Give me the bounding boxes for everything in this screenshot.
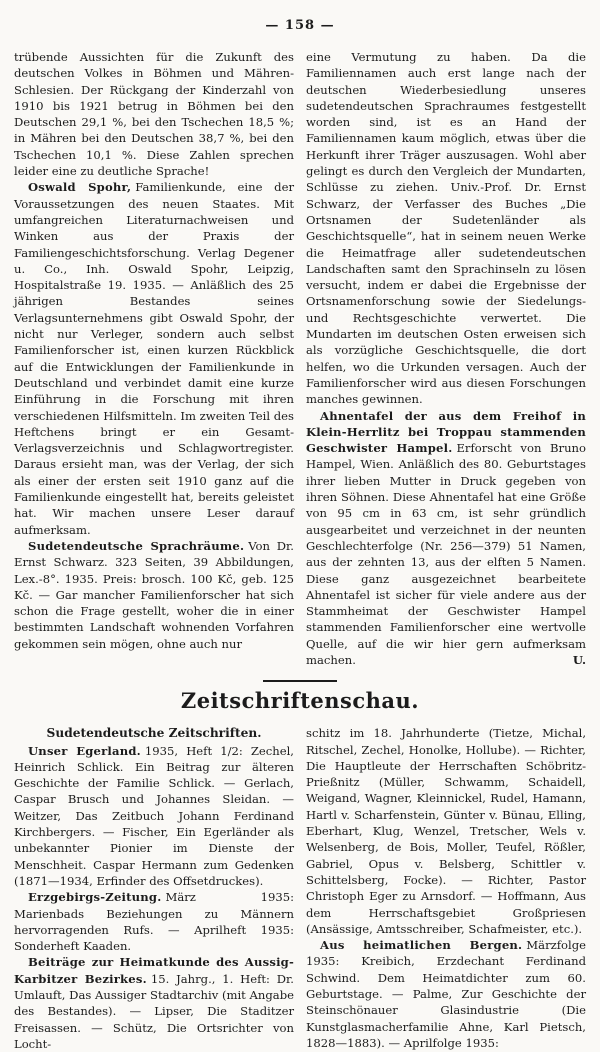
review-right-column	[306, 725, 586, 1052]
paragraph-text: Märzfolge 1935: Kreibich, Erzdechant Ferdinand Schwind. Dem Heimatdichter zum 60. Geburtstage. — Palme, Zur Geschichte der Steinschönauer Glasindustrie (Die Kunstglasmacherfamilie Ahne, Karl Pietsch, 1828—1883). — Aprilfolge 1935:	[306, 938, 586, 1050]
paragraph	[14, 954, 294, 1052]
paragraph	[306, 49, 586, 408]
page-number: — 158 —	[265, 18, 335, 33]
paragraph-text: 1935, Heft 1/2: Zechel, Heinrich Schlick. Ein Beitrag zur älteren Geschichte der Familie Schlick. — Gerlach, Caspar Brusch und Johannes Sleidan. — Weitzer, Das Zeitbuch Johann Ferdinand Kirchbergers. — Fischer, Ein Egerländer als unbekannter Pionier im Dienste der Menschheit. Caspar Hermann zum Gedenken (1871—1934, Erfinder des Offsetdruckes).	[14, 743, 294, 888]
review-left-column	[14, 725, 294, 1052]
paragraph	[14, 889, 294, 954]
paragraph-text: Von Dr. Ernst Schwarz. 323 Seiten, 39 Abbildungen, Lex.-8°. 1935. Preis: brosch. 100 Kč, geb. 125 Kč. — Gar mancher Familienforscher hat sich schon die Frage gestellt, woher die in einer bestimmten Landschaft wohnenden Vorfahren gekommen sein mögen, ohne auch nur	[14, 538, 294, 651]
paragraph	[14, 49, 294, 179]
paragraph	[306, 937, 586, 1051]
paragraph	[14, 179, 294, 538]
journal-title: Aus heimatlichen Bergen.	[320, 938, 523, 953]
paragraph-text: Familienkunde, eine der Voraussetzungen des neuen Staates. Mit umfangreichen Literaturnachweisen und Winken aus der Praxis der Familiengeschichtsforschung. Verlag Degener u. Co., Inh. Oswald Spohr, Leipzig, Hospitalstraße 19. 1935. — Anläßlich des 25 jährigen Bestandes seines Verlagsunternehmens gibt Oswald Spohr, der nicht nur Verleger, sondern auch selbst Familienforscher ist, einen kurzen Rückblick auf die Entwicklungen der Familienkunde in Deutschland und verbindet damit eine kurze Einführung in die Forschung mit ihren verschiedenen Hilfsmitteln. Im zweiten Teil des Heftchens bringt er ein Gesamt-Verlagsverzeichnis und Schlagwortregister. Daraus ersieht man, was der Verlag, der sich als einer der ersten seit 1910 ganz auf die Familienkunde eingestellt hat, bereits geleistet hat. Wir machen unsere Leser darauf aufmerksam.	[14, 180, 294, 537]
paragraph	[14, 538, 294, 652]
paragraph-text: eine Vermutung zu haben. Da die Familiennamen auch erst lange nach der deutschen Wiederbesiedlung unseres sudetendeutschen Sprachraumes festgestellt worden sind, ist es an Hand der Familiennamen kaum möglich, etwas über die Herkunft ihrer Träger auszusagen. Wohl aber gelingt es durch den Vergleich der Mundarten, Schlüsse zu ziehen. Univ.-Prof. Dr. Ernst Schwarz, der Verfasser des Buches „Die Ortsnamen der Sudetenländer als Geschichtsquelle“, hat in seinem neuen Werke die Heimatfrage aller sudetendeutschen Landschaften samt den Sprachinseln zu lösen versucht, indem er dabei die Ergebnisse der Ortsnamenforschung sowie der Siedelungs- und Rechtsgeschichte verwertet. Die Mundarten im deutschen Osten erweisen sich als vorzügliche Geschichtsquelle, die dort helfen, wo die Urkunden versagen. Auch der Familienforscher wird aus diesen Forschungen manches gewinnen.	[306, 50, 586, 407]
paragraph-text: Erforscht von Bruno Hampel, Wien. Anläßlich des 80. Geburtstages ihrer lieben Mutter in Druck gegeben von ihren Söhnen. Diese Ahnentafel hat eine Größe von 95 cm in 63 cm, ist sehr gründlich ausgearbeitet und verzeichnet in der neunten Geschlechterfolge (Nr. 256—379) 51 Namen, aus der zehnten 13, aus der elften 5 Namen. Diese ganz ausgezeichnet bearbeitete Ahnentafel ist sicher für viele andere aus der Stammheimat der Geschwister Hampel stammenden Familienforscher eine wertvolle Quelle, auf die wir hier gern aufmerksam machen.	[306, 441, 586, 667]
top-right-column	[306, 49, 586, 668]
paragraph	[306, 725, 586, 937]
paragraph-lead: Sudetendeutsche Sprachräume.	[28, 538, 245, 553]
section-title: Zeitschriftenschau.	[180, 688, 420, 714]
journal-title: Unser Egerland.	[28, 743, 141, 758]
paragraph-text: trübende Aussichten für die Zukunft des deutschen Volkes in Böhmen und Mähren-Schlesien. Der Rückgang der Kinderzahl von 1910 bis 1921 betrug in Böhmen bei den Deutschen 29,1 %, bei den Tschechen 18,5 %; in Mähren bei den Deutschen 38,7 %, bei den Tschechen 10,1 %. Diese Zahlen sprechen leider eine zu deutliche Sprache!	[14, 50, 294, 179]
section-divider-rule	[263, 680, 337, 682]
paragraph-lead: Ahnentafel der aus dem Freihof in Klein-Herrlitz bei Troppau stammenden Geschwister Hampel.	[306, 408, 586, 456]
column-subheading: Sudetendeutsche Zeitschriften.	[46, 726, 262, 741]
top-left-column	[14, 49, 294, 668]
paragraph	[306, 408, 586, 669]
author-initial: U.	[572, 652, 586, 667]
paragraph	[14, 743, 294, 890]
top-section	[14, 49, 586, 668]
paragraph-lead: Oswald Spohr,	[28, 180, 132, 195]
journal-title: Erzgebirgs-Zeitung.	[28, 890, 162, 905]
review-section	[14, 725, 586, 1052]
paragraph-text: schitz im 18. Jahrhunderte (Tietze, Michal, Ritschel, Zechel, Honolke, Hollube). — Richter, Die Hauptleute der Herrschaften Schöbritz-Prießnitz (Müller, Schwamm, Schaidell, Weigand, Wagner, Kleinnickel, Rudel, Hamann, Hartl v. Scharfenstein, Günter v. Bünau, Elling, Eberhart, Klug, Wenzel, Tretscher, Wels v. Welsenberg, de Bois, Moller, Teufel, Rößler, Gabriel, Opus v. Belsberg, Schittler v. Schittelsberg, Focke). — Richter, Pastor Christoph Eger zu Arnsdorf. — Hoffmann, Aus dem Herrschaftsgebiet Großpriesen (Ansässige, Amtsschreiber, Schafmeister, etc.).	[306, 726, 586, 936]
paragraph-text: 15. Jahrg., 1. Heft: Dr. Umlauft, Das Aussiger Stadtarchiv (mit Angabe des Bestandes). — Lipser, Die Staditzer Freisassen. — Schütz, Die Ortsrichter von Locht-	[14, 971, 294, 1051]
journal-title: Beiträge zur Heimatkunde des Aussig-Karbitzer Bezirkes.	[14, 955, 294, 986]
paragraph-text: März 1935: Marienbads Beziehungen zu Männern hervorragenden Rufs. — Aprilheft 1935: Sonderheft Kaaden.	[14, 890, 294, 954]
